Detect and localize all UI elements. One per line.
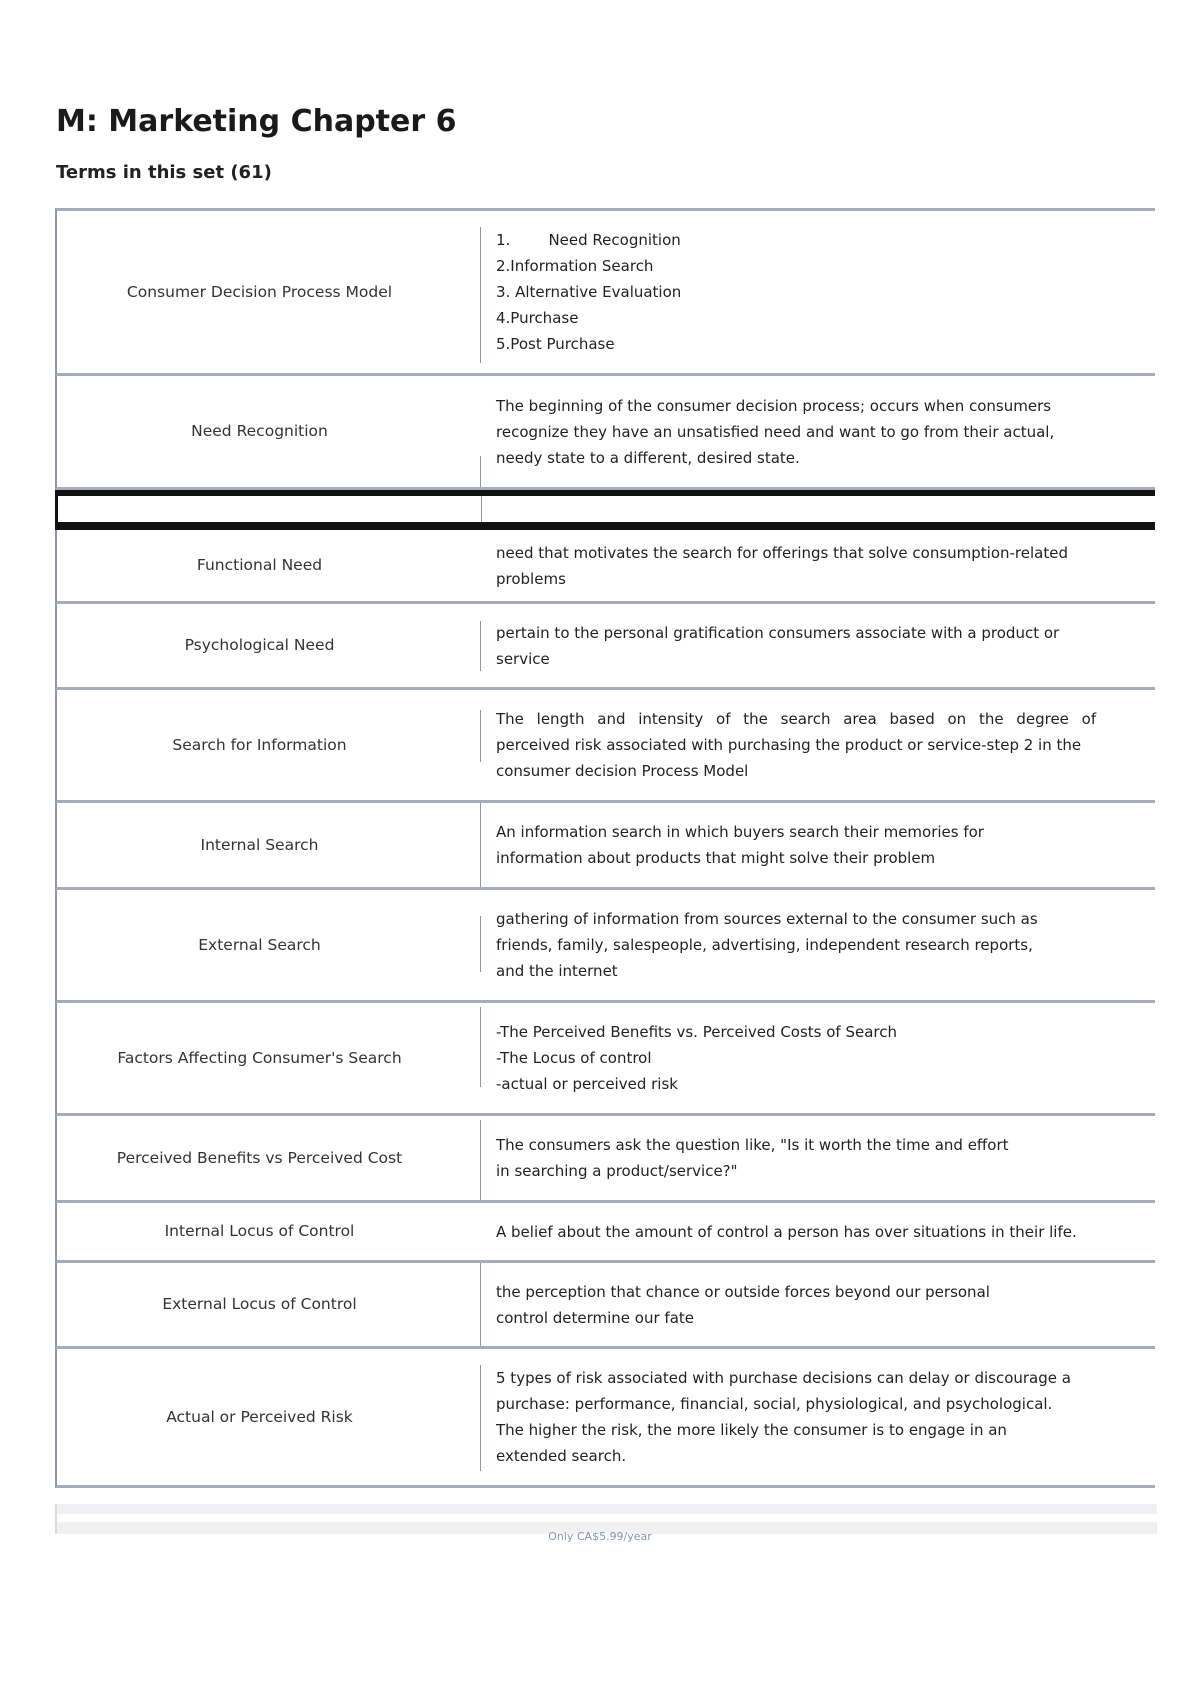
card-definition: 1. Need Recognition 2.Information Search 3. Alternative Evaluation 4.Purchase 5.Post Purchase — [496, 231, 682, 353]
card-term: Internal Search — [200, 835, 319, 854]
card-term: Consumer Decision Process Model — [126, 282, 393, 301]
card-row[interactable] — [55, 1003, 1155, 1116]
card-term: Need Recognition — [191, 422, 328, 440]
card-row[interactable] — [55, 1116, 1155, 1203]
card-divider — [480, 710, 481, 762]
card-row[interactable] — [55, 376, 1155, 490]
card-row[interactable] — [55, 1203, 1155, 1263]
card-divider — [480, 916, 481, 972]
card-row[interactable] — [55, 690, 1155, 803]
card-definition: The beginning of the consumer decision process; occurs when consumers recognize they have an unsatisfied need and want to go from their actual, needy state to a different, desired state. — [496, 396, 1055, 467]
page-title: M: Marketing Chapter 6 — [56, 104, 457, 139]
card-row[interactable] — [55, 208, 1155, 376]
terms-count: Terms in this set (61) — [56, 162, 272, 183]
card-divider — [480, 456, 481, 487]
card-row[interactable] — [55, 890, 1155, 1003]
card-divider — [480, 1120, 481, 1200]
card-divider — [480, 1365, 481, 1471]
card-definition: pertain to the personal gratification consumers associate with a product or service — [496, 623, 1060, 668]
card-term: Perceived Benefits vs Perceived Cost — [116, 1148, 403, 1167]
card-term: Factors Affecting Consumer's Search — [117, 1048, 402, 1067]
card-term: Actual or Perceived Risk — [166, 1407, 353, 1426]
card-divider — [480, 621, 481, 671]
card-row[interactable] — [55, 530, 1155, 604]
card-list — [55, 208, 1155, 1488]
card-definition: An information search in which buyers search their memories for information about products that might solve their problem — [496, 823, 984, 867]
card-row[interactable] — [55, 1349, 1155, 1488]
card-definition: the perception that chance or outside forces beyond our personal control determine our fate — [496, 1282, 990, 1327]
card-divider — [480, 1007, 481, 1087]
card-definition: need that motivates the search for offerings that solve consumption-related problems — [496, 543, 1068, 588]
card-definition: 5 types of risk associated with purchase decisions can delay or discourage a purchase: performance, financial, social, physiological, and psychological. The higher the risk, the more likely the consumer is to engage in an extended search. — [496, 1369, 1071, 1465]
card-term: Functional Need — [196, 556, 323, 574]
separator-bar — [55, 490, 1155, 530]
card-row[interactable] — [55, 1263, 1155, 1349]
card-term: External Locus of Control — [162, 1295, 357, 1313]
card-term: Internal Locus of Control — [164, 1222, 355, 1240]
card-definition: The length and intensity of the search area based on the degree of perceived risk associated with purchasing the product or service-step 2 in the consumer decision Process Model — [496, 710, 1097, 780]
card-definition: gathering of information from sources external to the consumer such as friends, family, salespeople, advertising, independent research reports, and the internet — [496, 910, 1038, 980]
card-row[interactable] — [55, 803, 1155, 890]
card-divider — [480, 1263, 481, 1346]
card-term: Search for Information — [172, 735, 347, 754]
card-term: Psychological Need — [184, 636, 335, 654]
card-definition: The consumers ask the question like, "Is it worth the time and effort in searching a product/service?" — [496, 1136, 1009, 1180]
card-divider — [480, 227, 481, 363]
promo-text[interactable]: Only CA$5.99/year — [548, 1530, 652, 1543]
card-definition: A belief about the amount of control a person has over situations in their life. — [496, 1222, 1077, 1241]
card-row[interactable] — [55, 604, 1155, 690]
card-divider — [480, 803, 481, 887]
card-definition: -The Perceived Benefits vs. Perceived Costs of Search -The Locus of control -actual or perceived risk — [496, 1023, 898, 1093]
card-term: External Search — [198, 935, 321, 954]
